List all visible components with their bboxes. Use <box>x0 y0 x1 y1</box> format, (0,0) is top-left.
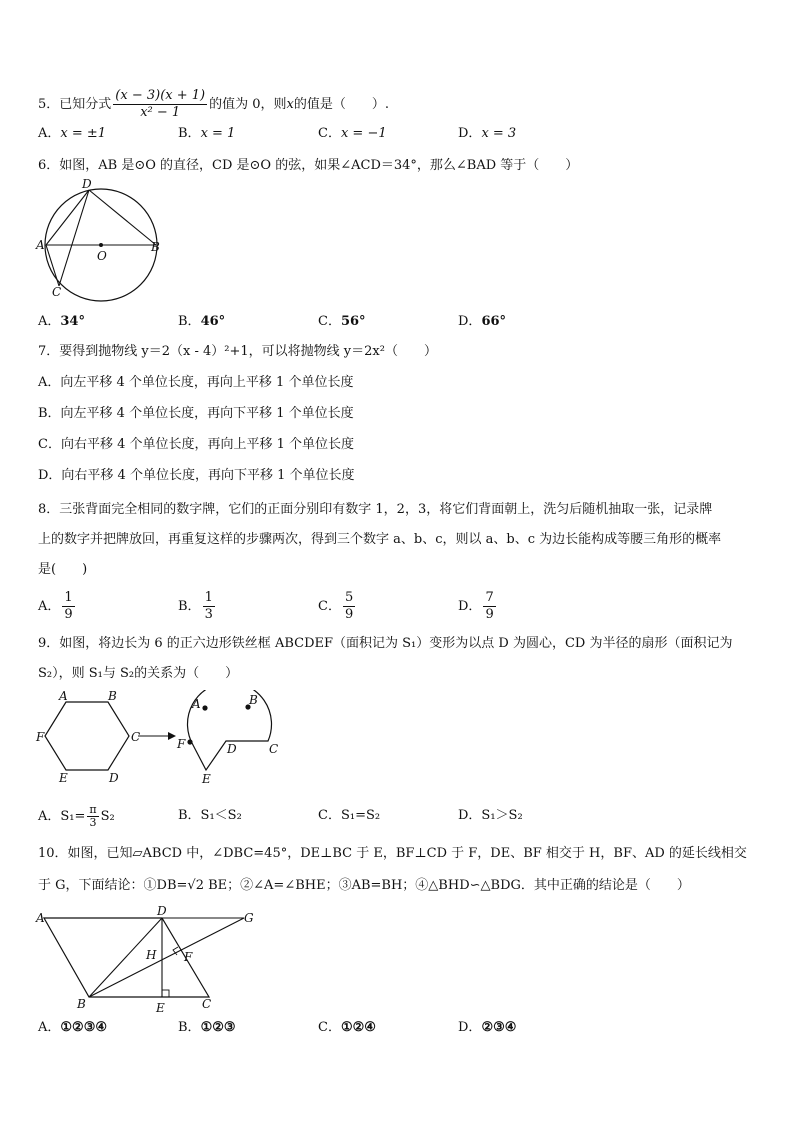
q10-option-d: D．②③④ <box>458 1020 517 1035</box>
q9-sector-label-c: C <box>269 742 279 756</box>
q5-fraction <box>113 88 207 121</box>
q6-center-dot <box>99 243 103 247</box>
q10-label-e: E <box>156 1001 165 1014</box>
q9-sector-label-b: B <box>249 693 258 707</box>
q5-text-3: 的值是（ ）. <box>293 97 389 112</box>
q10-label-a: A <box>36 911 45 925</box>
q9-hex-label-d: D <box>109 771 119 785</box>
q5-option-d: D．x = 3 <box>458 126 517 141</box>
q6-label-d: D <box>82 178 92 191</box>
q10-label-c: C <box>202 997 212 1011</box>
q9-figure <box>34 690 294 790</box>
q10-line-2: 于 G，下面结论：①DB=√2 BE；②∠A=∠BHE；③AB=BH；④△BHD∽△BDG．其中正确的结论是（ ） <box>38 878 690 893</box>
q10-label-h: H <box>146 948 157 962</box>
q9-option-c: C．S₁=S₂ <box>318 808 381 823</box>
q6-line-db <box>89 190 156 245</box>
q6-label-a: A <box>36 238 45 252</box>
q10-figure <box>34 904 274 1014</box>
q6-label-o: O <box>97 249 107 263</box>
q7-stem: 7．要得到抛物线 y＝2（x - 4）²+1，可以将抛物线 y＝2x²（ ） <box>38 344 437 359</box>
q10-label-b: B <box>77 997 86 1011</box>
q6-label-c: C <box>52 285 62 299</box>
q9-hex-label-b: B <box>108 690 117 703</box>
q10-line-1: 10．如图，已知▱ABCD 中，∠DBC=45°，DE⊥BC 于 E，BF⊥CD 于 F，DE、BF 相交于 H，BF、AD 的延长线相交 <box>38 846 747 861</box>
q10-line-bg <box>89 918 244 997</box>
q7-option-d: D．向右平移 4 个单位长度，再向下平移 1 个单位长度 <box>38 468 355 483</box>
q7-option-c: C．向右平移 4 个单位长度，再向上平移 1 个单位长度 <box>38 437 355 452</box>
q5-stem <box>38 88 389 121</box>
q6-option-d: D．66° <box>458 314 507 329</box>
q9-dot-a <box>202 705 207 710</box>
q9-hex-label-c: C <box>131 730 141 744</box>
q9-line-2: S₂），则 S₁与 S₂的关系为（ ） <box>38 666 239 681</box>
q9-sector-label-d: D <box>227 742 237 756</box>
q8-option-b: B． $\frac{1}{3}$ <box>178 590 213 622</box>
q5-frac-den: x² − 1 <box>140 105 181 120</box>
q5-var: x <box>286 97 294 112</box>
q8-option-c: C． $\frac{5}{9}$ <box>318 590 354 622</box>
q9-hex-label-e: E <box>59 771 68 785</box>
q9-option-d: D．S₁＞S₂ <box>458 808 523 823</box>
q8-option-d: D． $\frac{7}{9}$ <box>458 590 494 622</box>
q8-line-1: 8．三张背面完全相同的数字牌，它们的正面分别印有数字 1，2，3，将它们背面朝上，洗匀后随机抽取一张，记录牌 <box>38 502 713 517</box>
q10-label-g: G <box>244 911 254 925</box>
q6-option-c: C．56° <box>318 314 366 329</box>
q9-sector-label-f: F <box>177 737 186 751</box>
q9-sector-label-a: A <box>192 697 201 711</box>
q6-chord-cd <box>59 190 89 286</box>
q5-text-2: 的值为 0，则 <box>209 97 287 112</box>
q5-option-c: C．x = −1 <box>318 126 387 141</box>
q10-label-d: D <box>157 904 167 918</box>
q10-option-c: C．①②④ <box>318 1020 376 1035</box>
q10-option-b: B．①②③ <box>178 1020 236 1035</box>
q5-text-1: 已知分式 <box>59 97 112 112</box>
q6-figure <box>34 178 170 304</box>
q8-line-3: 是( ) <box>38 562 88 577</box>
q9-hex-label-a: A <box>59 690 68 703</box>
q6-option-a: A．34° <box>38 314 85 329</box>
q9-option-a: A．S₁= $\frac{\pi}{3}$ S₂ <box>38 803 115 829</box>
q9-dot-f <box>187 739 192 744</box>
q7-option-b: B．向左平移 4 个单位长度，再向下平移 1 个单位长度 <box>38 406 354 421</box>
q6-line-ac <box>46 245 59 286</box>
q5-option-a: A．x = ±1 <box>38 126 107 141</box>
q7-option-a: A．向左平移 4 个单位长度，再向上平移 1 个单位长度 <box>38 375 354 390</box>
q5-number: 5． <box>38 97 60 112</box>
q6-stem: 6．如图，AB 是⊙O 的直径，CD 是⊙O 的弦，如果∠ACD＝34°，那么∠BAD 等于（ ） <box>38 158 579 173</box>
q9-sector-label-e: E <box>202 772 211 786</box>
q5-option-b: B．x = 1 <box>178 126 236 141</box>
q10-label-f: F <box>184 950 193 964</box>
q10-option-a: A．①②③④ <box>38 1020 108 1035</box>
q9-hexagon <box>45 702 129 770</box>
q6-label-b: B <box>151 240 160 254</box>
q6-option-b: B．46° <box>178 314 226 329</box>
q8-option-a: A． $\frac{1}{9}$ <box>38 590 73 622</box>
q5-frac-num: (x − 3)(x + 1) <box>115 88 206 103</box>
q10-right-angle-e <box>162 990 169 997</box>
q9-arrow-head <box>168 732 176 740</box>
q9-line-1: 9．如图，将边长为 6 的正六边形铁丝框 ABCDEF（面积记为 S₁）变形为以点 D 为圆心，CD 为半径的扇形（面积记为 <box>38 636 733 651</box>
q8-line-2: 上的数字并把牌放回，再重复这样的步骤两次，得到三个数字 a、b、c，则以 a、b、c 为边长能构成等腰三角形的概率 <box>38 532 722 547</box>
q9-option-b: B．S₁＜S₂ <box>178 808 242 823</box>
q9-hex-label-f: F <box>36 730 45 744</box>
